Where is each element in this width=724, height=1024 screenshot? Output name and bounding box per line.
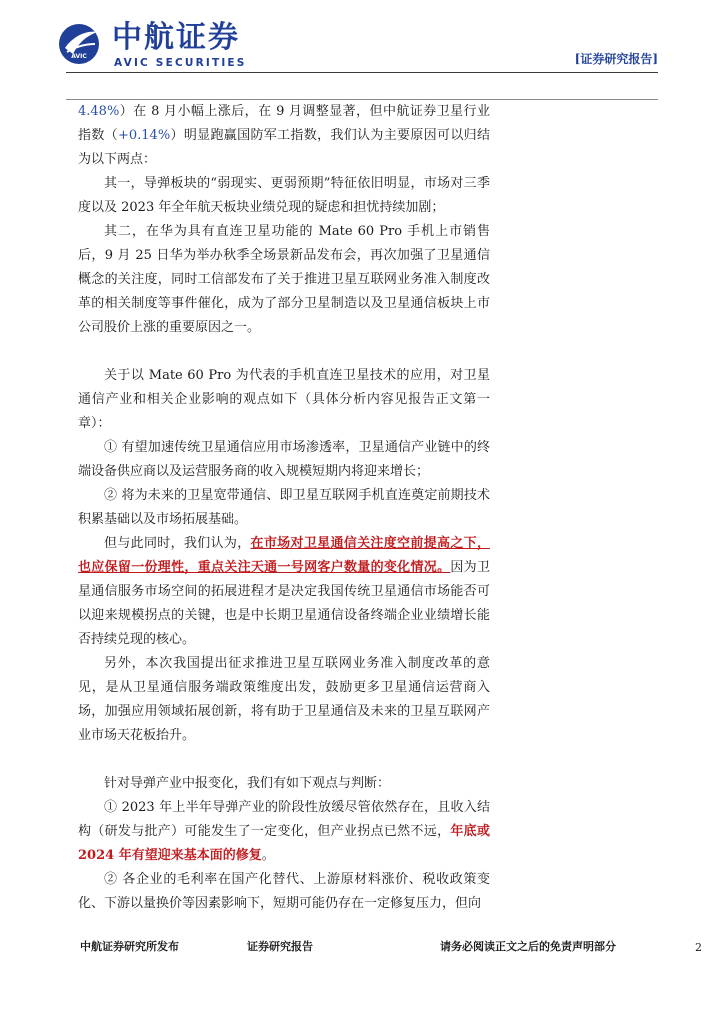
page-footer	[0, 938, 724, 958]
paragraph-text: ）明显跑赢国防军工指数，我们认为主要原因可以归结为以下两点：	[78, 128, 490, 167]
footer-publisher: 中航证券研究所发布	[80, 940, 179, 953]
footer-disclaimer: 请务必阅读正文之后的免责声明部分	[440, 940, 616, 953]
highlight-key-view: 在市场对卫星通信关注度空前提高之下，也应保留一份理性，重点关注天通一号网客户数量的变化情况。	[78, 536, 490, 575]
paragraph-missile-intro: 针对导弹产业中报变化，我们有如下观点与判断：	[104, 776, 391, 791]
logo-chinese-name: 中航证券	[112, 20, 240, 55]
page-header	[0, 0, 724, 100]
paragraph-point-one: ① 有望加速传统卫星通信应用市场渗透率，卫星通信产业链中的终端设备供应商以及运营服务商的收入规模短期内将迎来增长；	[78, 440, 490, 479]
paragraph-policy: 另外，本次我国提出征求推进卫星互联网业务准入制度改革的意见，是从卫星通信服务端政策维度出发，鼓励更多卫星通信运营商入场，加强应用领域拓展创新，将有助于卫星通信及未来的卫星互联网产业市场天花板抬升。	[78, 656, 490, 743]
avic-logo-icon	[57, 22, 101, 66]
paragraph-text: 因为卫星通信服务市场空间的拓展进程才是决定我国传统卫星通信市场能否可以迎来规模拐点的关键，也是中长期卫星通信设备终端企业业绩增长能否持续兑现的核心。	[78, 560, 490, 647]
index-change-value: 4.48%	[78, 104, 120, 119]
header-divider	[66, 72, 658, 73]
paragraph-missile-point-one	[78, 796, 490, 868]
paragraph-reason-two: 其二，在华为具有直连卫星功能的 Mate 60 Pro 手机上市销售后，9 月 25 日华为举办秋季全场景新品发布会，再次加强了卫星通信概念的关注度，同时工信部发布了关于推进卫星互联网业务准入制度改革的相关制度等事件催化，成为了部分卫星制造以及卫星通信板块上市公司股价上涨的重要原因之一。	[78, 224, 490, 335]
report-body	[78, 100, 490, 916]
paragraph-reason-one: 其一，导弹板块的“弱现实、更弱预期”特征依旧明显，市场对三季度以及 2023 年全年航天板块业绩兑现的疑虑和担忧持续加剧；	[78, 176, 490, 215]
page-number: 2	[695, 941, 702, 954]
paragraph-index-performance	[78, 100, 490, 172]
paragraph-mate60-intro: 关于以 Mate 60 Pro 为代表的手机直连卫星技术的应用，对卫星通信产业和相关企业影响的观点如下（具体分析内容见报告正文第一章）：	[78, 368, 490, 431]
paragraph-text: ）在 8 月小幅上涨后，在 9 月调整显著，但中航证券卫星行业指数（	[78, 104, 490, 143]
paragraph-missile-point-two: ② 各企业的毛利率在国产化替代、上游原材料涨价、税收政策变化、下游以量换价等因素影响下，短期可能仍存在一定修复压力，但向	[78, 872, 490, 911]
satellite-index-change: +0.14%	[117, 128, 171, 143]
logo-badge-text: AVIC	[71, 53, 87, 60]
paragraph-text: 但与此同时，我们认为，	[104, 536, 251, 551]
report-type-tag: [证券研究报告]	[574, 52, 658, 66]
paragraph-text: ① 2023 年上半年导弹产业的阶段性放缓尽管依然存在，且收入结构（研发与批产）可能发生了一定变化，但产业拐点已然不远，	[78, 800, 490, 839]
paragraph-point-two: ② 将为未来的卫星宽带通信、即卫星互联网手机直连奠定前期技术积累基础以及市场拓展基础。	[78, 488, 490, 527]
logo-english-name: AVIC SECURITIES	[114, 57, 247, 69]
paragraph-text: 。	[261, 848, 275, 863]
footer-report-type: 证券研究报告	[247, 940, 313, 953]
paragraph-rational-view	[78, 532, 490, 652]
highlight-recovery: 年底或 2024 年有望迎来基本面的修复	[78, 824, 490, 863]
